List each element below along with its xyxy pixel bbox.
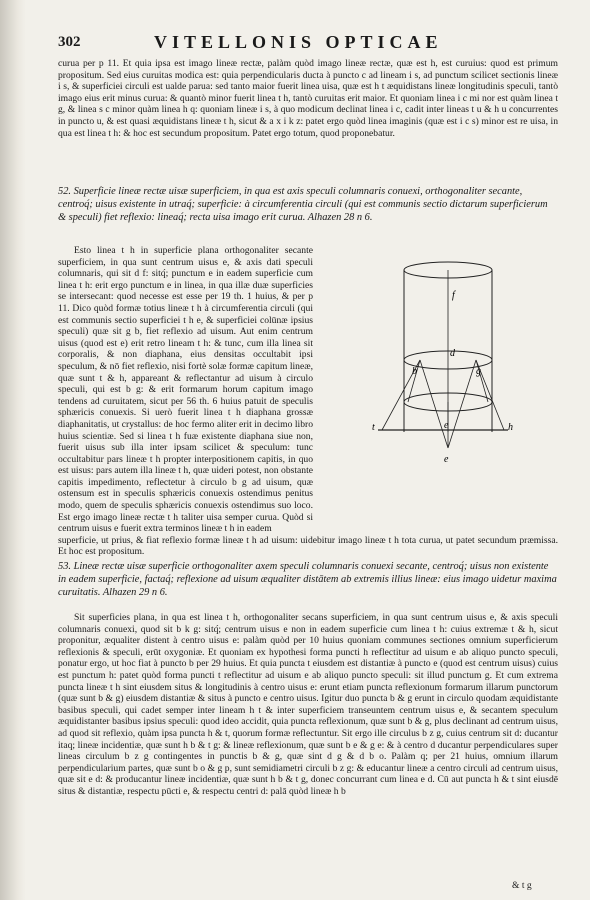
label-d: d: [450, 348, 455, 359]
page-gutter-shadow: [0, 0, 26, 900]
ray-g-e: [448, 360, 476, 448]
page-number: 302: [58, 34, 81, 50]
paragraph-continuation: curua per p 11. Et quia ipsa est imago lineæ rectæ, palàm quòd imago lineæ rectæ, quæ est h, est curuius: quod est primum propositum. Sed eius curuitas modica est: quia perpendicularis ducta à puncto c ad lineam i s, ad punctum scilicet sectionis lineæ i s, & superficiei circuli est ualde parua: sed tanto maior fuerit linea uisa, quæ est h t æquidistans lineæ longitudinis speculi, tantò imago eius erit minus curua: & quantò minor fuerit linea t h, tantò curuitas erit maior. Et quoniam linea i c mi nor est quàm linea t g, & linea s c minor quàm linea h q: quoniam lineæ i s, à quo modicum declinat linea i c, cadit inter lineas t u & h u concurrentes in puncto u, & est quasi æquidistans lineæ t h, sicut & a x i k z: patet ergo quòd linea imaginis (quæ est i c s) minor est re uisa, in qua est linea t h: & hoc est secundum propositum. Patet ergo totum, quod proponebatur.: [58, 58, 558, 139]
proof-text-conclusion: superficie, ut prius, & fiat reflexio formæ lineæ t h ad uisum: uidebitur imago lineæ t h tota curua, ut patet secundum præmissa. Et hoc est propositum.: [58, 534, 558, 558]
label-h: h: [508, 422, 513, 433]
label-e-upper: e: [444, 420, 449, 431]
label-b: b: [412, 366, 417, 377]
page-header: [58, 34, 558, 54]
running-title: VITELLONIS OPTICAE: [154, 32, 443, 52]
proposition-53-heading: 53. Lineæ rectæ uisæ superficie orthogonaliter axem speculi columnaris conuexi secante, centroq́; uisus non existente in eadem superficie, factaq́; reflexione ad uisum æqualiter distātem ab extremis illius lineæ: eius imago uidetur maxima curuitatis. Alhazen 29 n 6.: [58, 561, 557, 598]
proof-text-beside-figure: Esto linea t h in superficie plana orthogonaliter secante superficiem, in qua sunt centrum uisus e, & axis dati speculi columnaris, qui sit d f: sitq́; punctum e in eadem superficie cum linea t h: erit ergo punctum e in linea, in qua illæ duæ superficies se intersecant: quod necesse est esse per 19 th. 1 huius, & per p 11. Dico quòd formæ totius lineæ t h à circumferentia circuli (qui est communis sectio superficiei t h e, & superficiei colūnæ ipsius speculi) quæ sit g b, fiet reflexio ad uisum. Aut enim centrum uisus (quod est e) erit retro lineam t h: & tunc, cum illa linea sit corporalis, & non diaphana, eius densitas occultabit ipsi speculum, & nō fiet reflexio, nisi fortè solæ formæ capitum lineæ, quæ sunt t & h, appareant & reflectantur ad uisum à circulo speculi, qui est b g: & erit formarum horum capitum imago tendens ad curuitatem, sicut per 56 th. 6 huius patuit de speculis sphæricis conuexis. Si uerò fuerit linea t h diaphana grossæ diaphanitatis, ut crystallus: de hoc fermo aliter erit in decimo libro huius scientiæ. Sed si linea t h fuæ existente diaphana siue non, fuerit uisus sub illa inter ipsam scilicet & speculum: tunc occultabitur pars lineæ t h propter interpositionem capitis, in quo est uisus: pars autem illa lineæ t h, quæ uideri potest, non obstante capitis impedimento, reflectetur à circulo b g ad uisum, quæ ostensum est in speculis sphæricis conuexis ostendimus penitus modo, quem de speculis sphæricis conuexis ostendimus suo loco. Est ergo imago lineæ rectæ t h taliter uisa semper curua. Quòd si centrum uisus e fuerit extra terminos lineæ t h in eadem: [58, 245, 313, 535]
label-t: t: [372, 422, 375, 433]
catchword: & t g: [512, 880, 532, 891]
label-e-lower: e: [444, 454, 449, 465]
label-f: f: [452, 290, 455, 301]
ray-b-e: [420, 360, 448, 448]
proposition-52-heading: 52. Superficie lineæ rectæ uisæ superficiem, in qua est axis speculi columnaris conuexi, orthogonaliter secante, centroq́; uisus existente in utraq́; superficie: à circumferentia circuli (qui est communis sectio dictarum superficierum & speculi) fiet reflexio: lineaq́; recta uisa imago erit curua. Alhazen 28 n 6.: [58, 186, 548, 223]
cylinder-mirror-figure: [368, 252, 518, 477]
proposition-53-proof: Sit superficies plana, in qua est linea t h, orthogonaliter secans superficiem, in qua sunt centrum uisus e, & axis speculi columnaris conuexi, quod sit b k g: sitq́; centrum uisus e non in eadem superficie cum linea t h: cuius extremæ t & h, sicut proponitur, æqualiter distent à centro uisus e: palàm quòd per 10 huius quoniam communes sectiones omnium superficierum reflexionis & speculi, erūt oxygoniæ. Et quoniam ex hypothesi forma puncti h reflectitur ad uisum e ab aliquo puncto speculi, ponatur ergo, ut hoc fiat à puncto b per 29 huius. Et quia puncta t eiusdem est distantiæ à puncto e (quod est centrum uisus) cuius est punctum h: patet quòd forma puncti t reflectitur ad uisum e ab aliquo puncto speculi: sit illud punctum g. Et cum extrema puncta lineæ t h sint eiusdem situs & longitudinis à centro uisus e: erunt etiam puncta reflexionum formarum illarum punctorum (quæ sunt b & g) eiusdem distantiæ & situs à puncto e centro uisus. Igitur duo puncta b & g erunt in circulo quodam æquidistante basibus speculi, qui cadet semper inter lineam h t & inter superficiem transeuntem centrum uisus e, & secantem speculum æquidistanter basibus ipsius speculi: quod ideo accidit, quia puncta reflexionum, quæ sunt b & g, plus declinant ad centrum uisus, ad quod sit reflexio, quàm ipsa puncta h & t, quorum formæ reflectuntur. Sit ergo ille circulus b z g, cuius centrum sit d: ducantur itaq; lineæ incidentiæ, quæ sunt h b & t g: & lineæ reflexionum, quæ sunt b e & g e: & à centro d ducantur perpendiculares super lineas circulum b z g contingentes in punctis b & g, quæ sint d g & d b o. Palàm q; per 21 huius, omnium illarum perpendicularium partes, quæ sunt b o & g p, sunt semidiametri circuli b z g: & educantur lineæ a centro circuli ad centrum uisus, quæ sit e d: & producantur lineæ incidentiæ, quæ sunt h b & t g, donec concurrant cum linea e d. Cū aut puncta h & t sint eiusdē situs & distantiæ, respectu pūcti e, & respectu centri d: palā quòd lineæ h b: [58, 612, 558, 797]
label-g: g: [476, 366, 481, 377]
